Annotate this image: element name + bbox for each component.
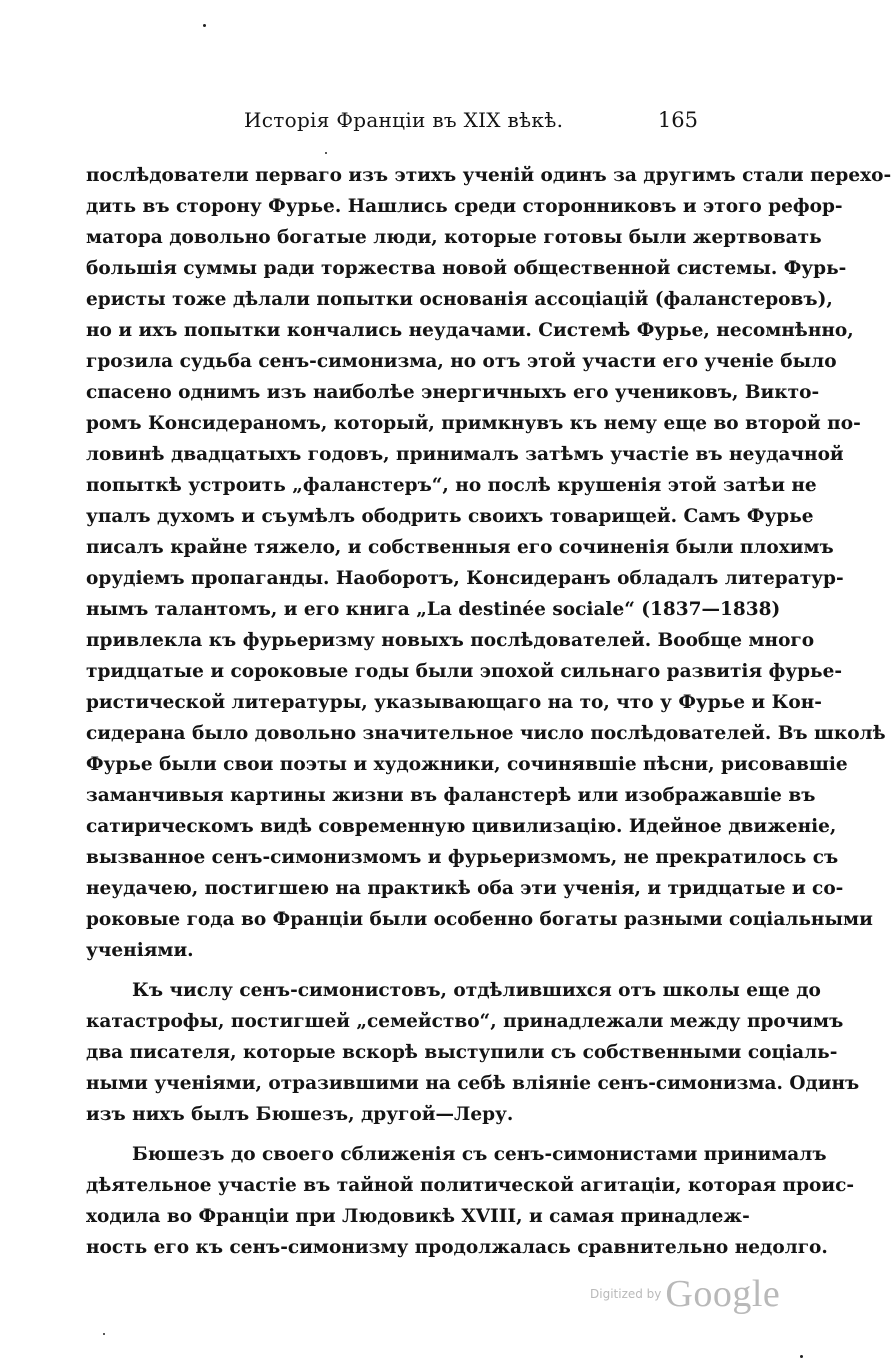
scan-speck: [325, 152, 327, 154]
scan-speck: [103, 1333, 105, 1335]
text-line: но и ихъ попытки кончались неудачами. Системѣ Фурье, несомнѣнно,: [86, 320, 854, 341]
text-line: катастрофы, постигшей „семейство“, принадлежали между прочимъ: [86, 1011, 844, 1032]
body-text: [86, 160, 891, 1263]
text-line: упалъ духомъ и съумѣлъ ободрить своихъ товарищей. Самъ Фурье: [86, 506, 814, 527]
google-watermark: [590, 1272, 780, 1316]
text-line: роковые года во Франціи были особенно богаты разными соціальными: [86, 909, 873, 930]
text-line: заманчивыя картины жизни въ фаланстерѣ или изображавшіе въ: [86, 785, 816, 806]
text-line: Фурье были свои поэты и художники, сочинявшіе пѣсни, рисовавшіе: [86, 754, 848, 775]
text-line: послѣдователи перваго изъ этихъ ученій одинъ за другимъ стали перехо-: [86, 165, 891, 186]
text-line: ученіями.: [86, 940, 194, 961]
text-line: сидерана было довольно значительное число послѣдователей. Въ школѣ: [86, 723, 886, 744]
text-line: еристы тоже дѣлали попытки основанія ассоціацій (фаланстеровъ),: [86, 289, 833, 310]
text-line: орудіемъ пропаганды. Наоборотъ, Консидеранъ обладалъ литератур-: [86, 568, 844, 589]
page-header: [86, 108, 698, 138]
text-line: вызванное сенъ-симонизмомъ и фурьеризмомъ, не прекратилось съ: [86, 847, 839, 868]
text-line: ромъ Консидераномъ, который, примкнувъ къ нему еще во второй по-: [86, 413, 861, 434]
paragraph: [86, 160, 891, 966]
text-line: привлекла къ фурьеризму новыхъ послѣдователей. Вообще много: [86, 630, 815, 651]
text-line: Бюшезъ до своего сближенія съ сенъ-симонистами принималъ: [132, 1144, 827, 1165]
text-line: ными ученіями, отразившими на себѣ вліяніе сенъ-симонизма. Одинъ: [86, 1073, 860, 1094]
google-logo: Google: [665, 1273, 781, 1315]
text-line: попыткѣ устроить „фаланстеръ“, но послѣ крушенія этой затѣи не: [86, 475, 817, 496]
text-line: дѣятельное участіе въ тайной политической агитаціи, которая проис-: [86, 1175, 855, 1196]
running-title: Исторія Франціи въ XIX вѣкѣ.: [244, 108, 564, 132]
paragraph: [86, 1139, 855, 1263]
text-line: матора довольно богатые люди, которые готовы были жертвовать: [86, 227, 822, 248]
digitized-by-label: Digitized by: [590, 1287, 662, 1301]
text-line: писалъ крайне тяжело, и собственныя его сочиненія были плохимъ: [86, 537, 834, 558]
text-line: грозила судьба сенъ-симонизма, но отъ этой участи его ученіе было: [86, 351, 837, 372]
text-line: неудачею, постигшею на практикѣ оба эти ученія, и тридцатые и со-: [86, 878, 844, 899]
text-line: сатирическомъ видѣ современную цивилизацію. Идейное движеніе,: [86, 816, 837, 837]
text-line: ловинѣ двадцатыхъ годовъ, принималъ затѣмъ участіе въ неудачной: [86, 444, 844, 465]
text-line: спасено однимъ изъ наиболѣе энергичныхъ его учениковъ, Викто-: [86, 382, 820, 403]
text-line: два писателя, которые вскорѣ выступили съ собственными соціаль-: [86, 1042, 838, 1063]
page-number: 165: [657, 108, 698, 132]
text-line: дить въ сторону Фурье. Нашлись среди сторонниковъ и этого рефор-: [86, 196, 843, 217]
paragraph-gap: [86, 966, 698, 975]
scan-speck: [800, 1355, 803, 1358]
text-line: большія суммы ради торжества новой общественной системы. Фурь-: [86, 258, 847, 279]
paragraph-gap: [86, 1130, 698, 1139]
paragraph: [86, 975, 860, 1130]
text-line: Къ числу сенъ-симонистовъ, отдѣлившихся отъ школы еще до: [132, 980, 821, 1001]
scan-speck: [203, 24, 206, 27]
text-line: изъ нихъ былъ Бюшезъ, другой—Леру.: [86, 1104, 514, 1125]
text-line: нымъ талантомъ, и его книга „La destinée sociale“ (1837—1838): [86, 599, 781, 620]
text-line: тридцатые и сороковые годы были эпохой сильнаго развитія фурье-: [86, 661, 843, 682]
text-line: ность его къ сенъ-симонизму продолжалась сравнительно недолго.: [86, 1237, 828, 1258]
text-line: ходила во Франціи при Людовикѣ XVIII, и самая принадлеж-: [86, 1206, 750, 1227]
text-line: ристической литературы, указывающаго на то, что у Фурье и Кон-: [86, 692, 822, 713]
